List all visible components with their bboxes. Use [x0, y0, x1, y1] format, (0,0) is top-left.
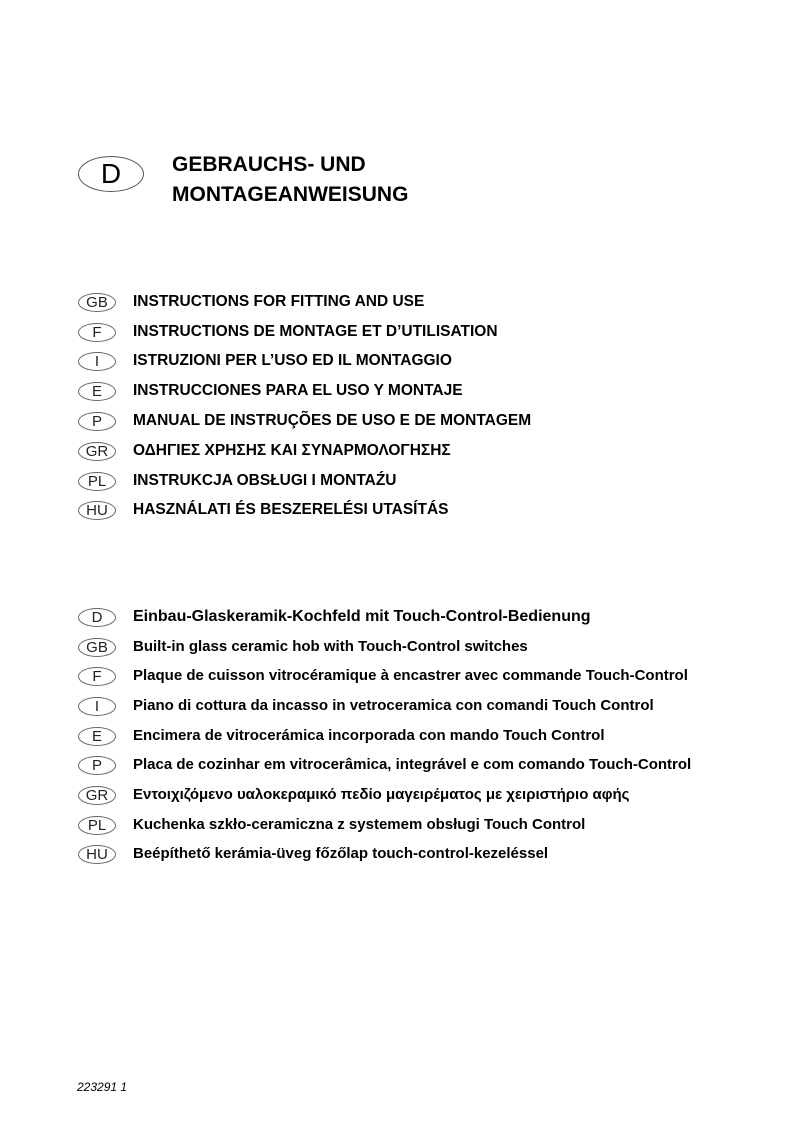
- list-item: [78, 381, 778, 401]
- product-description: Piano di cottura da incasso in vetroceramica con comandi Touch Control: [133, 697, 654, 714]
- list-item: [78, 471, 778, 491]
- instruction-title: ΟΔΗΓΙΕΣ ΧΡΗΣΗΣ ΚΑΙ ΣΥΝΑΡΜΟΛΟΓΗΣΗΣ: [133, 442, 451, 459]
- language-badge: PL: [78, 816, 116, 835]
- list-item: [78, 637, 778, 657]
- product-description: Beépíthető kerámia-üveg főzőlap touch-control-kezeléssel: [133, 845, 549, 862]
- list-item: [78, 666, 778, 686]
- list-item: [78, 411, 778, 431]
- language-badge: F: [78, 323, 116, 342]
- list-item: [78, 607, 778, 627]
- language-badge: HU: [78, 501, 116, 520]
- product-description: Placa de cozinhar em vitrocerâmica, integrável e com comando Touch-Control: [133, 756, 692, 773]
- language-badge: E: [78, 727, 116, 746]
- list-item: [78, 322, 778, 342]
- language-badge: F: [78, 667, 116, 686]
- instruction-title: ISTRUZIONI PER L’USO ED IL MONTAGGIO: [133, 352, 452, 369]
- instruction-title: HASZNÁLATI ÉS BESZERELÉSI UTASÍTÁS: [133, 501, 449, 518]
- instruction-title: INSTRUKCJA OBSŁUGI I MONTAŹU: [133, 472, 397, 489]
- list-item: [78, 785, 778, 805]
- list-item: [78, 726, 778, 746]
- language-badge: PL: [78, 472, 116, 491]
- list-item: [78, 844, 778, 864]
- product-description: Kuchenka szkło-ceramiczna z systemem obsługi Touch Control: [133, 816, 586, 833]
- instruction-title: INSTRUCTIONS DE MONTAGE ET D’UTILISATION: [133, 323, 498, 340]
- list-item: [78, 292, 778, 312]
- list-item: [78, 351, 778, 371]
- product-description: Built-in glass ceramic hob with Touch-Control switches: [133, 638, 528, 655]
- language-badge-d: D: [78, 156, 144, 192]
- language-badge: P: [78, 412, 116, 431]
- page-title: [172, 150, 672, 210]
- product-description: Εντοιχιζόμενο υαλοκεραμικό πεδίο μαγειρέματος με χειριστήριο αφής: [133, 786, 630, 803]
- language-badge: I: [78, 352, 116, 371]
- language-badge: HU: [78, 845, 116, 864]
- title-line-1: GEBRAUCHS- UND: [172, 153, 366, 176]
- instruction-title: INSTRUCTIONS FOR FITTING AND USE: [133, 293, 425, 310]
- language-badge: E: [78, 382, 116, 401]
- list-item: [78, 500, 778, 520]
- instruction-title: MANUAL DE INSTRUÇÕES DE USO E DE MONTAGEM: [133, 412, 532, 429]
- language-badge: GB: [78, 293, 116, 312]
- language-badge: P: [78, 756, 116, 775]
- list-item: [78, 755, 778, 775]
- language-badge: D: [78, 608, 116, 627]
- language-badge: GR: [78, 786, 116, 805]
- document-number: 223291 1: [77, 1080, 128, 1094]
- instruction-title: INSTRUCCIONES PARA EL USO Y MONTAJE: [133, 382, 463, 399]
- language-badge: I: [78, 697, 116, 716]
- list-item: [78, 815, 778, 835]
- product-description: Encimera de vitrocerámica incorporada con mando Touch Control: [133, 727, 605, 744]
- list-item: [78, 441, 778, 461]
- product-description: Einbau-Glaskeramik-Kochfeld mit Touch-Control-Bedienung: [133, 608, 591, 625]
- language-badge: GB: [78, 638, 116, 657]
- list-item: [78, 696, 778, 716]
- title-line-2: MONTAGEANWEISUNG: [172, 183, 409, 206]
- language-badge: GR: [78, 442, 116, 461]
- product-description: Plaque de cuisson vitrocéramique à encastrer avec commande Touch-Control: [133, 667, 688, 684]
